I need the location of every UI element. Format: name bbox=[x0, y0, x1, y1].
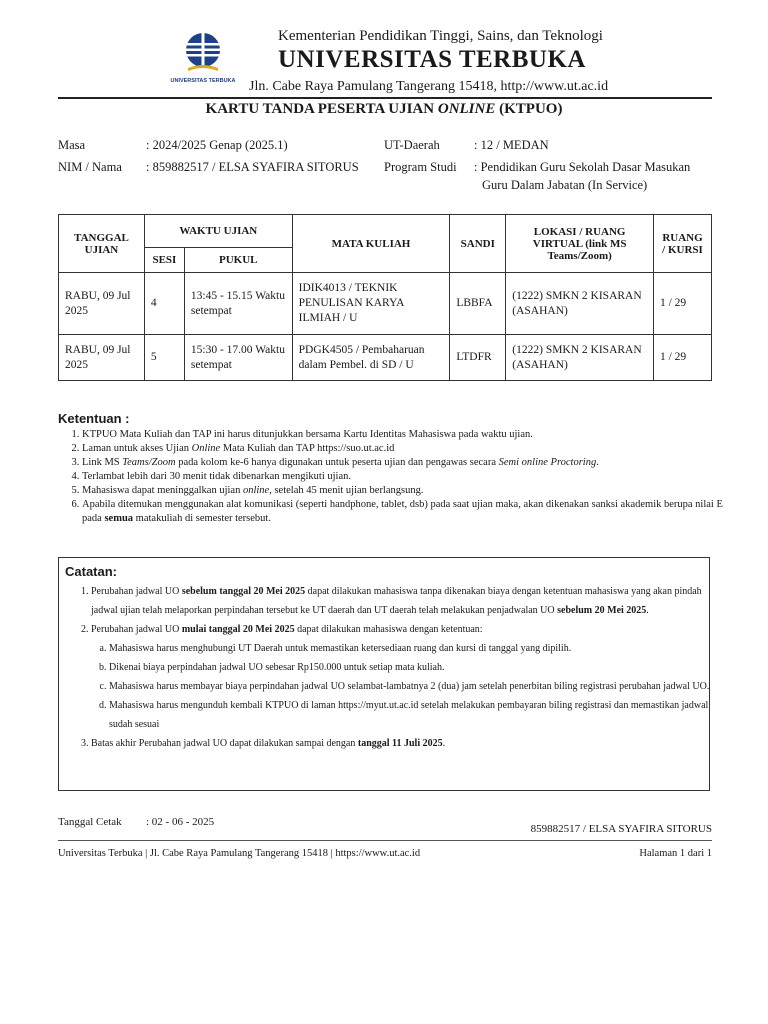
prodi-label: Program Studi bbox=[384, 160, 457, 174]
list-item: 3. Batas akhir Perubahan jadwal UO dapat dilakukan sampai dengan tanggal 11 Juli 2025. bbox=[91, 734, 713, 753]
list-item: 1. KTPUO Mata Kuliah dan TAP ini harus ditunjukkan bersama Kartu Identitas Mahasiswa pada waktu ujian. bbox=[82, 428, 732, 442]
cell-matkul: IDIK4013 / TEKNIK PENULISAN KARYA ILMIAH / U bbox=[292, 273, 450, 335]
cell-lokasi: (1222) SMKN 2 KISARAN (ASAHAN) bbox=[506, 335, 654, 381]
nim-label: NIM / Nama bbox=[58, 160, 122, 174]
footer-divider bbox=[58, 840, 712, 841]
list-item: 4. Terlambat lebih dari 30 menit tidak dibenarkan mengikuti ujian. bbox=[82, 470, 732, 484]
nim-value: : 859882517 / ELSA SYAFIRA SITORUS bbox=[146, 160, 359, 174]
masa-label: Masa bbox=[58, 138, 86, 152]
list-item: 6. Apabila ditemukan menggunakan alat komunikasi (seperti handphone, tablet, dsb) pada saat ujian maka, akan dikenakan sanksi akademik berupa nilai E pada semua matakuliah di semester tersebut. bbox=[82, 498, 732, 526]
header-sandi: SANDI bbox=[450, 215, 506, 273]
ministry-name: Kementerian Pendidikan Tinggi, Sains, dan Teknologi bbox=[278, 28, 603, 44]
ut-logo bbox=[168, 28, 238, 88]
university-address: Jln. Cabe Raya Pamulang Tangerang 15418, http://www.ut.ac.id bbox=[249, 79, 609, 94]
cell-sandi: LTDFR bbox=[450, 335, 506, 381]
university-name: UNIVERSITAS TERBUKA bbox=[278, 46, 586, 73]
cell-pukul: 13:45 - 15.15 Waktu setempat bbox=[184, 273, 292, 335]
cell-matkul: PDGK4505 / Pembaharuan dalam Pembel. di SD / U bbox=[292, 335, 450, 381]
ut-daerah-value: : 12 / MEDAN bbox=[474, 138, 549, 152]
list-item: a. Mahasiswa harus menghubungi UT Daerah untuk memastikan ketersediaan ruang dan kursi di tanggal yang dipilih. bbox=[109, 639, 713, 658]
catatan-box bbox=[58, 557, 710, 791]
header-lokasi: LOKASI / RUANG VIRTUAL (link MS Teams/Zoom) bbox=[506, 215, 654, 273]
cell-pukul: 15:30 - 17.00 Waktu setempat bbox=[184, 335, 292, 381]
list-item: 2. Perubahan jadwal UO mulai tanggal 20 Mei 2025 dapat dilakukan mahasiswa dengan ketentuan: a. Mahasiswa harus menghubungi UT Daerah untuk memastikan ketersediaan ruang dan kursi di tanggal yang dipilih. b. Dikenai biaya perpindahan jadwal UO sebesar Rp150.000 untuk setiap mata kuliah. c. Mahasiswa harus membayar biaya perpindahan jadwal UO selambat-lambatnya 2 (dua) jam setelah penerbitan biling registrasi perubahan jadwal UO. d. Mahasiswa harus mengunduh kembali KTPUO di laman https://myut.ut.ac.id setelah melakukan pembayaran biling registrasi dan memastikan jadwal sudah sesuai bbox=[91, 620, 713, 734]
header-matkul: MATA KULIAH bbox=[292, 215, 450, 273]
print-date-label: Tanggal Cetak bbox=[58, 816, 122, 828]
header-sesi: SESI bbox=[144, 248, 184, 273]
page-number: Halaman 1 dari 1 bbox=[639, 848, 712, 859]
list-item: c. Mahasiswa harus membayar biaya perpindahan jadwal UO selambat-lambatnya 2 (dua) jam setelah penerbitan biling registrasi perubahan jadwal UO. bbox=[109, 677, 713, 696]
prodi-value: : Pendidikan Guru Sekolah Dasar Masukan bbox=[474, 160, 691, 174]
catatan-title: Catatan: bbox=[65, 564, 118, 579]
ketentuan-title: Ketentuan : bbox=[58, 411, 130, 426]
ut-daerah-label: UT-Daerah bbox=[384, 138, 440, 152]
list-item: b. Dikenai biaya perpindahan jadwal UO sebesar Rp150.000 untuk setiap mata kuliah. bbox=[109, 658, 713, 677]
cell-sandi: LBBFA bbox=[450, 273, 506, 335]
ut-logo-icon bbox=[168, 28, 238, 88]
cell-tanggal: RABU, 09 Jul 2025 bbox=[59, 335, 145, 381]
student-signature: 859882517 / ELSA SYAFIRA SITORUS bbox=[530, 823, 712, 835]
ketentuan-list bbox=[64, 428, 732, 526]
cell-sesi: 5 bbox=[144, 335, 184, 381]
header-pukul: PUKUL bbox=[184, 248, 292, 273]
header-tanggal: TANGGAL UJIAN bbox=[59, 215, 145, 273]
print-date-value: : 02 - 06 - 2025 bbox=[146, 816, 215, 828]
exam-schedule-table bbox=[58, 214, 712, 381]
list-item: 3. Link MS Teams/Zoom pada kolom ke-6 hanya digunakan untuk peserta ujian dan pengawas secara Semi online Proctoring. bbox=[82, 456, 732, 470]
catatan-list bbox=[73, 582, 713, 753]
footer-address: Universitas Terbuka | Jl. Cabe Raya Pamulang Tangerang 15418 | https://www.ut.ac.id bbox=[58, 848, 421, 859]
list-item: d. Mahasiswa harus mengunduh kembali KTPUO di laman https://myut.ut.ac.id setelah melakukan pembayaran biling registrasi dan memastikan jadwal sudah sesuai bbox=[109, 696, 713, 734]
cell-ruang: 1 / 29 bbox=[653, 335, 711, 381]
header-divider bbox=[58, 97, 712, 99]
cell-tanggal: RABU, 09 Jul 2025 bbox=[59, 273, 145, 335]
cell-ruang: 1 / 29 bbox=[653, 273, 711, 335]
document-title: KARTU TANDA PESERTA UJIAN ONLINE (KTPUO) bbox=[205, 101, 563, 117]
masa-value: : 2024/2025 Genap (2025.1) bbox=[146, 138, 288, 152]
cell-sesi: 4 bbox=[144, 273, 184, 335]
header-waktu: WAKTU UJIAN bbox=[144, 215, 292, 248]
catatan-sublist bbox=[91, 639, 713, 734]
cell-lokasi: (1222) SMKN 2 KISARAN (ASAHAN) bbox=[506, 273, 654, 335]
list-item: 2. Laman untuk akses Ujian Online Mata Kuliah dan TAP https://suo.ut.ac.id bbox=[82, 442, 732, 456]
prodi-value-line2: Guru Dalam Jabatan (In Service) bbox=[482, 178, 648, 192]
header-ruang: RUANG / KURSI bbox=[653, 215, 711, 273]
table-row bbox=[59, 335, 712, 381]
svg-text:UNIVERSITAS TERBUKA: UNIVERSITAS TERBUKA bbox=[170, 78, 236, 84]
list-item: 1. Perubahan jadwal UO sebelum tanggal 20 Mei 2025 dapat dilakukan mahasiswa tanpa dikenakan biaya dengan ketentuan mahasiswa yang akan pindah jadwal ujian telah melaporkan perpindahan tersebut ke UT daerah dan UT daerah telah melakukan penjadwalan UO sebelum 20 Mei 2025. bbox=[91, 582, 713, 620]
table-row bbox=[59, 273, 712, 335]
list-item: 5. Mahasiswa dapat meninggalkan ujian online, setelah 45 menit ujian berlangsung. bbox=[82, 484, 732, 498]
